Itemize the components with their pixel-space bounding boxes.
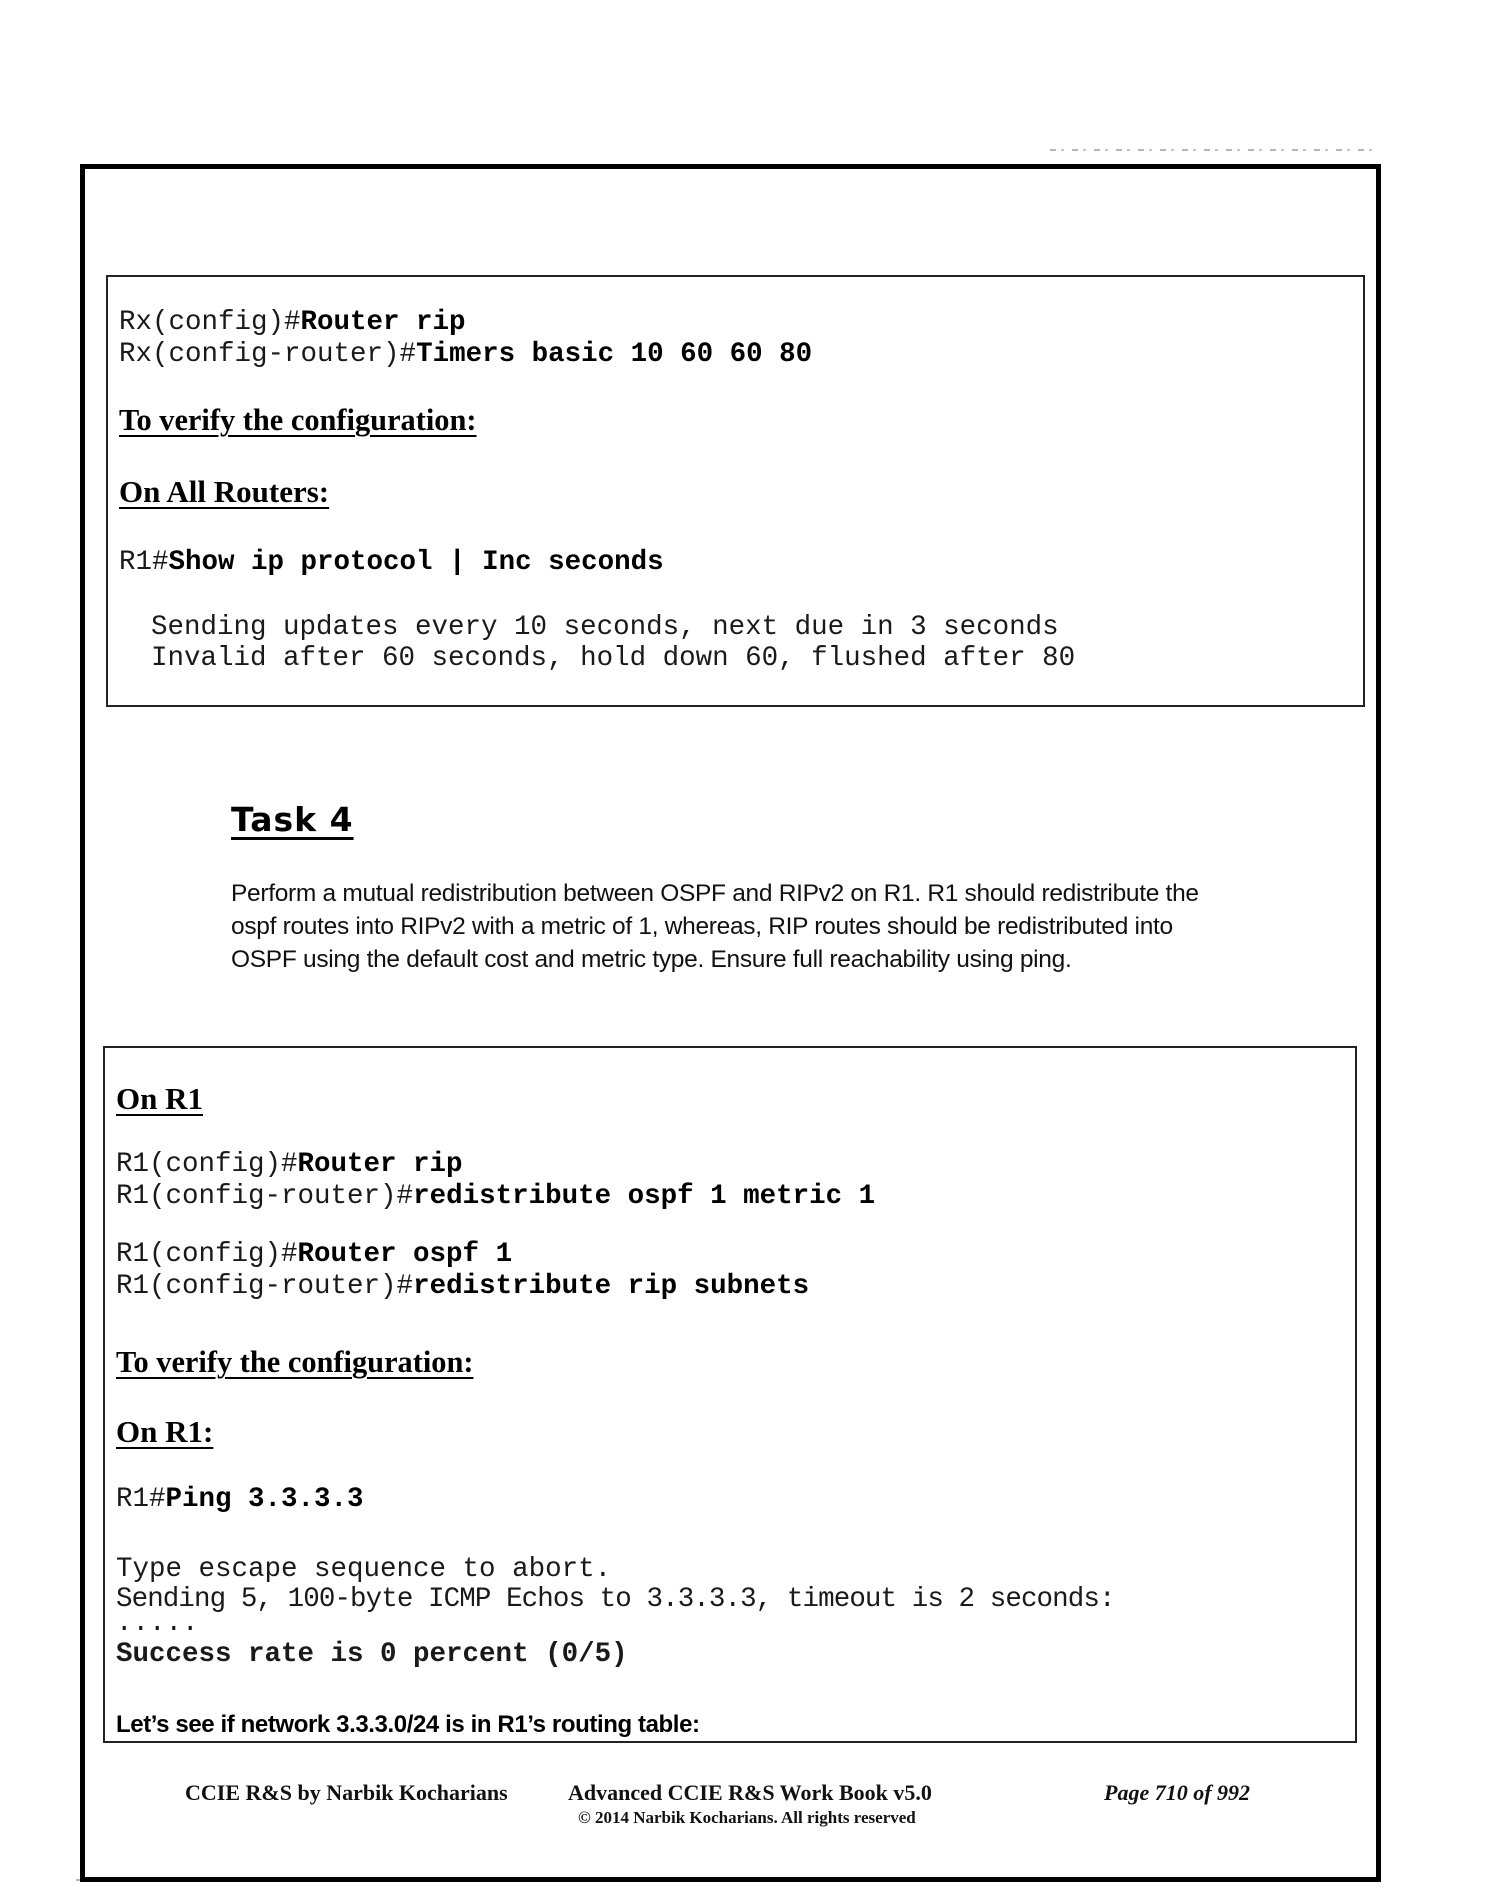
output-line: Invalid after 60 seconds, hold down 60, flushed after 80 [151,643,1076,674]
output-line: Type escape sequence to abort. [116,1554,612,1585]
task-description: Perform a mutual redistribution between OSPF and RIPv2 on R1. R1 should redistribute the ospf routes into RIPv2 with a metric of 1, whereas, RIP routes should be redistributed into OSPF using the default cost and metric type. Ensure full reachability using ping. [231,880,1199,973]
config-line [116,1183,875,1211]
config-line [116,1151,463,1179]
cli-prompt: R1(config-router)# [116,1271,414,1302]
on-r1-verify-heading: On R1: [116,1414,214,1449]
task-heading: Task 4 [231,800,354,839]
config-line [119,309,466,337]
config-line [116,1241,512,1269]
config-line [119,341,812,369]
cli-prompt: Rx(config)# [119,307,301,338]
cli-prompt: R1# [116,1484,166,1515]
footer-page-number: Page 710 of 992 [1104,1780,1251,1805]
on-all-routers-heading: On All Routers: [119,474,330,509]
cli-command: Router rip [297,1149,463,1180]
cli-prompt: R1(config-router)# [116,1181,414,1212]
ping-dots: ..... [116,1608,199,1639]
show-command-line [119,549,664,577]
cli-prompt: R1# [119,547,169,578]
cli-command: Show ip protocol | Inc seconds [168,547,664,578]
cli-command: Router rip [300,307,466,338]
config-line [116,1273,809,1301]
on-r1-heading: On R1 [116,1081,203,1116]
cli-prompt: R1(config)# [116,1239,298,1270]
routing-table-note: Let’s see if network 3.3.3.0/24 is in R1’s routing table: [116,1711,700,1738]
cli-command: Timers basic 10 60 60 80 [416,339,813,370]
cli-command: Router ospf 1 [297,1239,513,1270]
ping-command-line [116,1486,364,1514]
footer-author: CCIE R&S by Narbik Kocharians [185,1780,508,1805]
success-rate-line: Success rate is 0 percent (0/5) [116,1639,628,1670]
cli-command: redistribute rip subnets [413,1271,810,1302]
cli-prompt: R1(config)# [116,1149,298,1180]
footer-copyright: © 2014 Narbik Kocharians. All rights reserved [578,1808,916,1827]
scan-artifact-top [1050,149,1380,151]
output-line: Sending 5, 100-byte ICMP Echos to 3.3.3.3, timeout is 2 seconds: [116,1584,1115,1615]
output-line: Sending updates every 10 seconds, next due in 3 seconds [151,612,1059,643]
verify-heading: To verify the configuration: [116,1344,474,1379]
cli-command: Ping 3.3.3.3 [165,1484,364,1515]
cli-command: redistribute ospf 1 metric 1 [413,1181,876,1212]
cli-prompt: Rx(config-router)# [119,339,417,370]
verify-heading: To verify the configuration: [119,402,477,437]
footer-book-title: Advanced CCIE R&S Work Book v5.0 [568,1780,932,1805]
